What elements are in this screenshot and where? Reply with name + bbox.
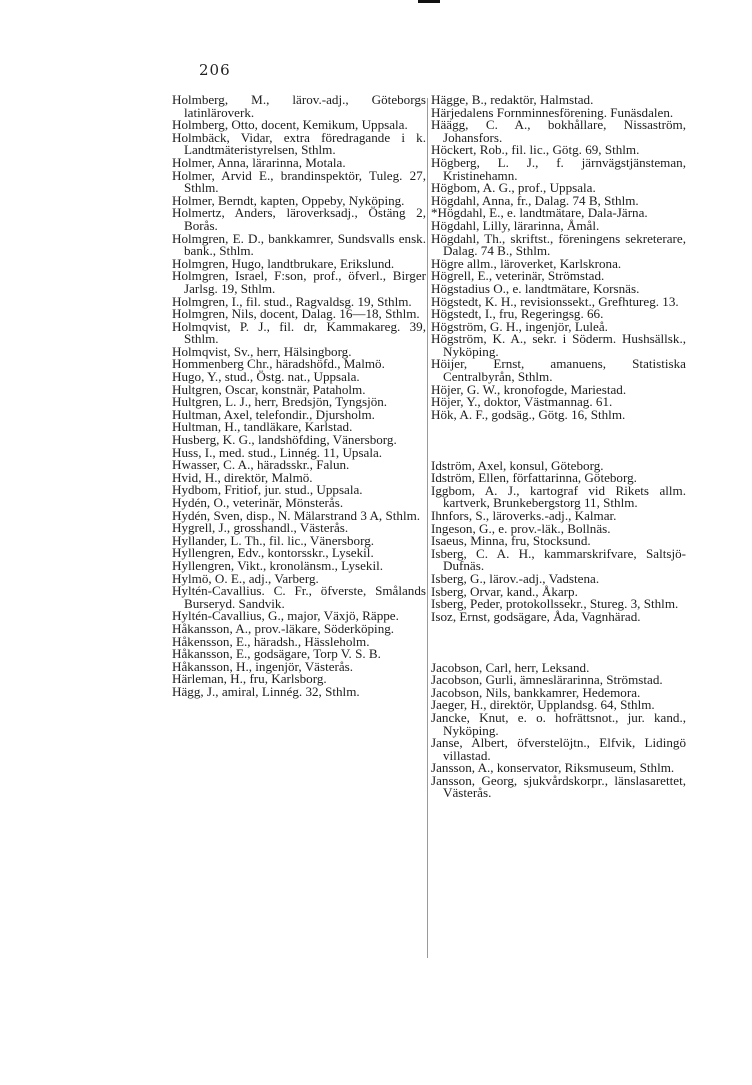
directory-entry: Hwasser, C. A., häradsskr., Falun. [172,457,350,473]
directory-entry: Holmgren, Hugo, landtbrukare, Erikslund. [172,255,395,271]
directory-entry: Jacobson, Carl, herr, Leksand. [431,659,590,675]
directory-entry: Ingeson, G., e. prov.-läk., Bollnäs. [431,520,611,536]
directory-entry: Jansson, Georg, sjukvårdskorpr., länslasarettet, Västerås. [431,772,686,801]
directory-entry: Härleman, H., fru, Karlsborg. [172,671,327,687]
section-gap [431,435,686,447]
directory-entry: Idström, Axel, konsul, Göteborg. [431,457,604,473]
directory-entry: Håkensson, E., häradsh., Hässleholm. [172,633,370,649]
directory-entry: Isberg, Orvar, kand., Åkarp. [431,583,578,599]
directory-entry: Holmertz, Anders, läroverksadj., Östäng 2, Borås. [172,205,426,233]
directory-entry: Högström, K. A., sekr. i Söderm. Hushsällsk., Nyköping. [431,331,686,359]
directory-entry: Hydén, Sven, disp., N. Mälarstrand 3 A, Sthlm. [172,507,421,523]
directory-entry: Holmer, Anna, lärarinna, Motala. [172,154,346,170]
directory-entry: Hultman, H., tandläkare, Karlstad. [172,419,353,435]
directory-entry: Jacobson, Gurli, ämneslärarinna, Strömstad. [431,672,663,688]
directory-entry: Högstedt, K. H., revisionssekt., Grefhtureg. 13. [431,293,679,309]
directory-entry: Husberg, K. G., landshöfding, Vänersborg. [172,432,397,448]
left-column [172,94,426,699]
directory-entry: Holmqvist, P. J., fil. dr, Kammakareg. 39, Sthlm. [172,318,426,347]
directory-entry: Jaeger, H., direktör, Upplandsg. 64, Sthlm. [431,697,655,713]
directory-entry: Iggbom, A. J., kartograf vid Rikets allm. kartverk, Brunkebergstorg 11, Sthlm. [431,482,686,511]
directory-entry: Hyltén-Cavallius. C. Fr., öfverste, Smålands Burseryd. Sandvik. [172,583,426,611]
directory-entry: Hygrell, J., grosshandl., Västerås. [172,520,349,536]
directory-entry: *Högdahl, E., e. landtmätare, Dala-Järna. [431,205,648,221]
directory-entry: Holmer, Arvid E., brandinspektör, Tuleg. 27, Sthlm. [172,167,426,196]
directory-entry: Hultgren, L. J., herr, Bredsjön, Tyngsjön. [172,394,388,410]
directory-entry: Isberg, C. A. H., kammarskrifvare, Saltsjö-Dufnäs. [431,545,686,574]
directory-entry: Hyllengren, Edv., kontorsskr., Lysekil. [172,545,374,561]
directory-entry: Härjedalens Fornminnesförening. Funäsdalen. [431,104,674,120]
directory-entry: Jacobson, Nils, bankkamrer, Hedemora. [431,684,641,700]
directory-entry: Hydén, O., veterinär, Mönsterås. [172,495,344,510]
directory-entry: Isoz, Ernst, godsägare, Åda, Vagnhärad. [431,608,641,624]
directory-entry: Hägg, J., amiral, Linnég. 32, Sthlm. [172,683,360,699]
directory-entry: Idström, Ellen, författarinna, Göteborg. [431,470,637,486]
directory-entry: Hultgren, Oscar, konstnär, Pataholm. [172,381,366,397]
directory-entry: Holmgren, I., fil. stud., Ragvaldsg. 19, Sthlm. [172,293,412,309]
directory-entry: Högstadius O., e. landtmätare, Korsnäs. [431,280,640,296]
directory-entry: Holmer, Berndt, kapten, Oppeby, Nyköping. [172,192,405,208]
directory-entry: Isberg, G., lärov.-adj., Vadstena. [431,570,600,586]
directory-entry: Hommenberg Chr., häradshöfd., Malmö. [172,356,385,372]
directory-entry: Hylmö, O. E., adj., Varberg. [172,570,319,586]
page-number: 206 [199,61,231,79]
directory-entry: Holmberg, M., lärov.-adj., Göteborgs latinläroverk. [172,92,426,120]
directory-entry: Håkansson, H., ingenjör, Västerås. [172,658,354,674]
directory-entry: Högdahl, Anna, fr., Dalag. 74 B, Sthlm. [431,192,639,208]
directory-entry: Höckert, Rob., fil. lic., Götg. 69, Sthlm. [431,142,640,158]
right-column [431,94,686,800]
directory-entry: Häägg, C. A., bokhållare, Nissaström, Johansfors. [431,117,686,145]
directory-entry: Holmgren, Nils, docent, Dalag. 16—18, Sthlm. [172,306,420,322]
directory-entry: Isaeus, Minna, fru, Stocksund. [431,533,591,549]
directory-entry: Jancke, Knut, e. o. hofrättsnot., jur. kand., Nyköping. [431,709,686,738]
directory-entry: Jansson, A., konservator, Riksmuseum, Sthlm. [431,760,675,776]
directory-entry: Hydbom, Fritiof, jur. stud., Uppsala. [172,482,363,498]
directory-entry: Högström, G. H., ingenjör, Luleå. [431,318,608,334]
section-gap [431,636,686,648]
directory-entry: Högdahl, Th., skriftst., föreningens sekreterare, Dalag. 74 B., Sthlm. [431,230,686,259]
directory-entry: Högdahl, Lilly, lärarinna, Åmål. [431,217,600,233]
directory-entry: Holmgren, Israel, F:son, prof., öfverl., Birger Jarlsg. 19, Sthlm. [172,268,426,296]
directory-entry: Håkansson, E., godsägare, Torp V. S. B. [172,646,381,662]
directory-entry: Hägge, B., redaktör, Halmstad. [431,92,594,107]
directory-entry: Holmbäck, Vidar, extra föredragande i k. Landtmäteristyrelsen, Sthlm. [172,129,426,158]
directory-entry: Högstedt, I., fru, Regeringsg. 66. [431,306,604,322]
directory-entry: Höjer, Y., doktor, Västmannag. 61. [431,394,613,410]
directory-entry: Hvid, H., direktör, Malmö. [172,469,313,485]
directory-entry: Hök, A. F., godsäg., Götg. 16, Sthlm. [431,406,626,422]
directory-entry: Holmberg, Otto, docent, Kemikum, Uppsala. [172,117,408,133]
directory-entry: Holmgren, E. D., bankkamrer, Sundsvalls ensk. bank., Sthlm. [172,230,426,259]
directory-entry: Holmqvist, Sv., herr, Hälsingborg. [172,343,352,359]
directory-entry: Högbom, A. G., prof., Uppsala. [431,180,596,196]
directory-entry: Isberg, Peder, protokollssekr., Stureg. 3, Sthlm. [431,596,679,612]
directory-entry: Huss, I., med. stud., Linnég. 11, Upsala. [172,444,383,460]
directory-entry: Hugo, Y., stud., Östg. nat., Uppsala. [172,369,360,385]
directory-entry: Hultman, Axel, telefondir., Djursholm. [172,406,375,422]
directory-entry: Janse, Albert, öfverstelöjtn., Elfvik, Lidingö villastad. [431,735,686,763]
directory-entry: Högberg, L. J., f. järnvägstjänsteman, Kristinehamn. [431,154,686,183]
column-divider [427,98,428,958]
directory-entry: Höijer, Ernst, amanuens, Statistiska Centralbyrån, Sthlm. [431,356,686,385]
directory-entry: Höjer, G. W., kronofogde, Mariestad. [431,381,627,397]
top-edge-mark [418,0,440,3]
directory-entry: Hyltén-Cavallius, G., major, Växjö, Räppe. [172,608,399,624]
directory-entry: Högre allm., läroverket, Karlskrona. [431,255,622,271]
directory-entry: Hyllander, L. Th., fil. lic., Vänersborg. [172,532,375,548]
directory-entry: Högrell, E., veterinär, Strömstad. [431,268,605,284]
directory-entry: Ihnfors, S., läroverks.-adj., Kalmar. [431,508,617,523]
directory-entry: Hyllengren, Vikt., kronolänsm., Lysekil. [172,557,383,573]
directory-entry: Håkansson, A., prov.-läkare, Söderköping. [172,620,395,636]
